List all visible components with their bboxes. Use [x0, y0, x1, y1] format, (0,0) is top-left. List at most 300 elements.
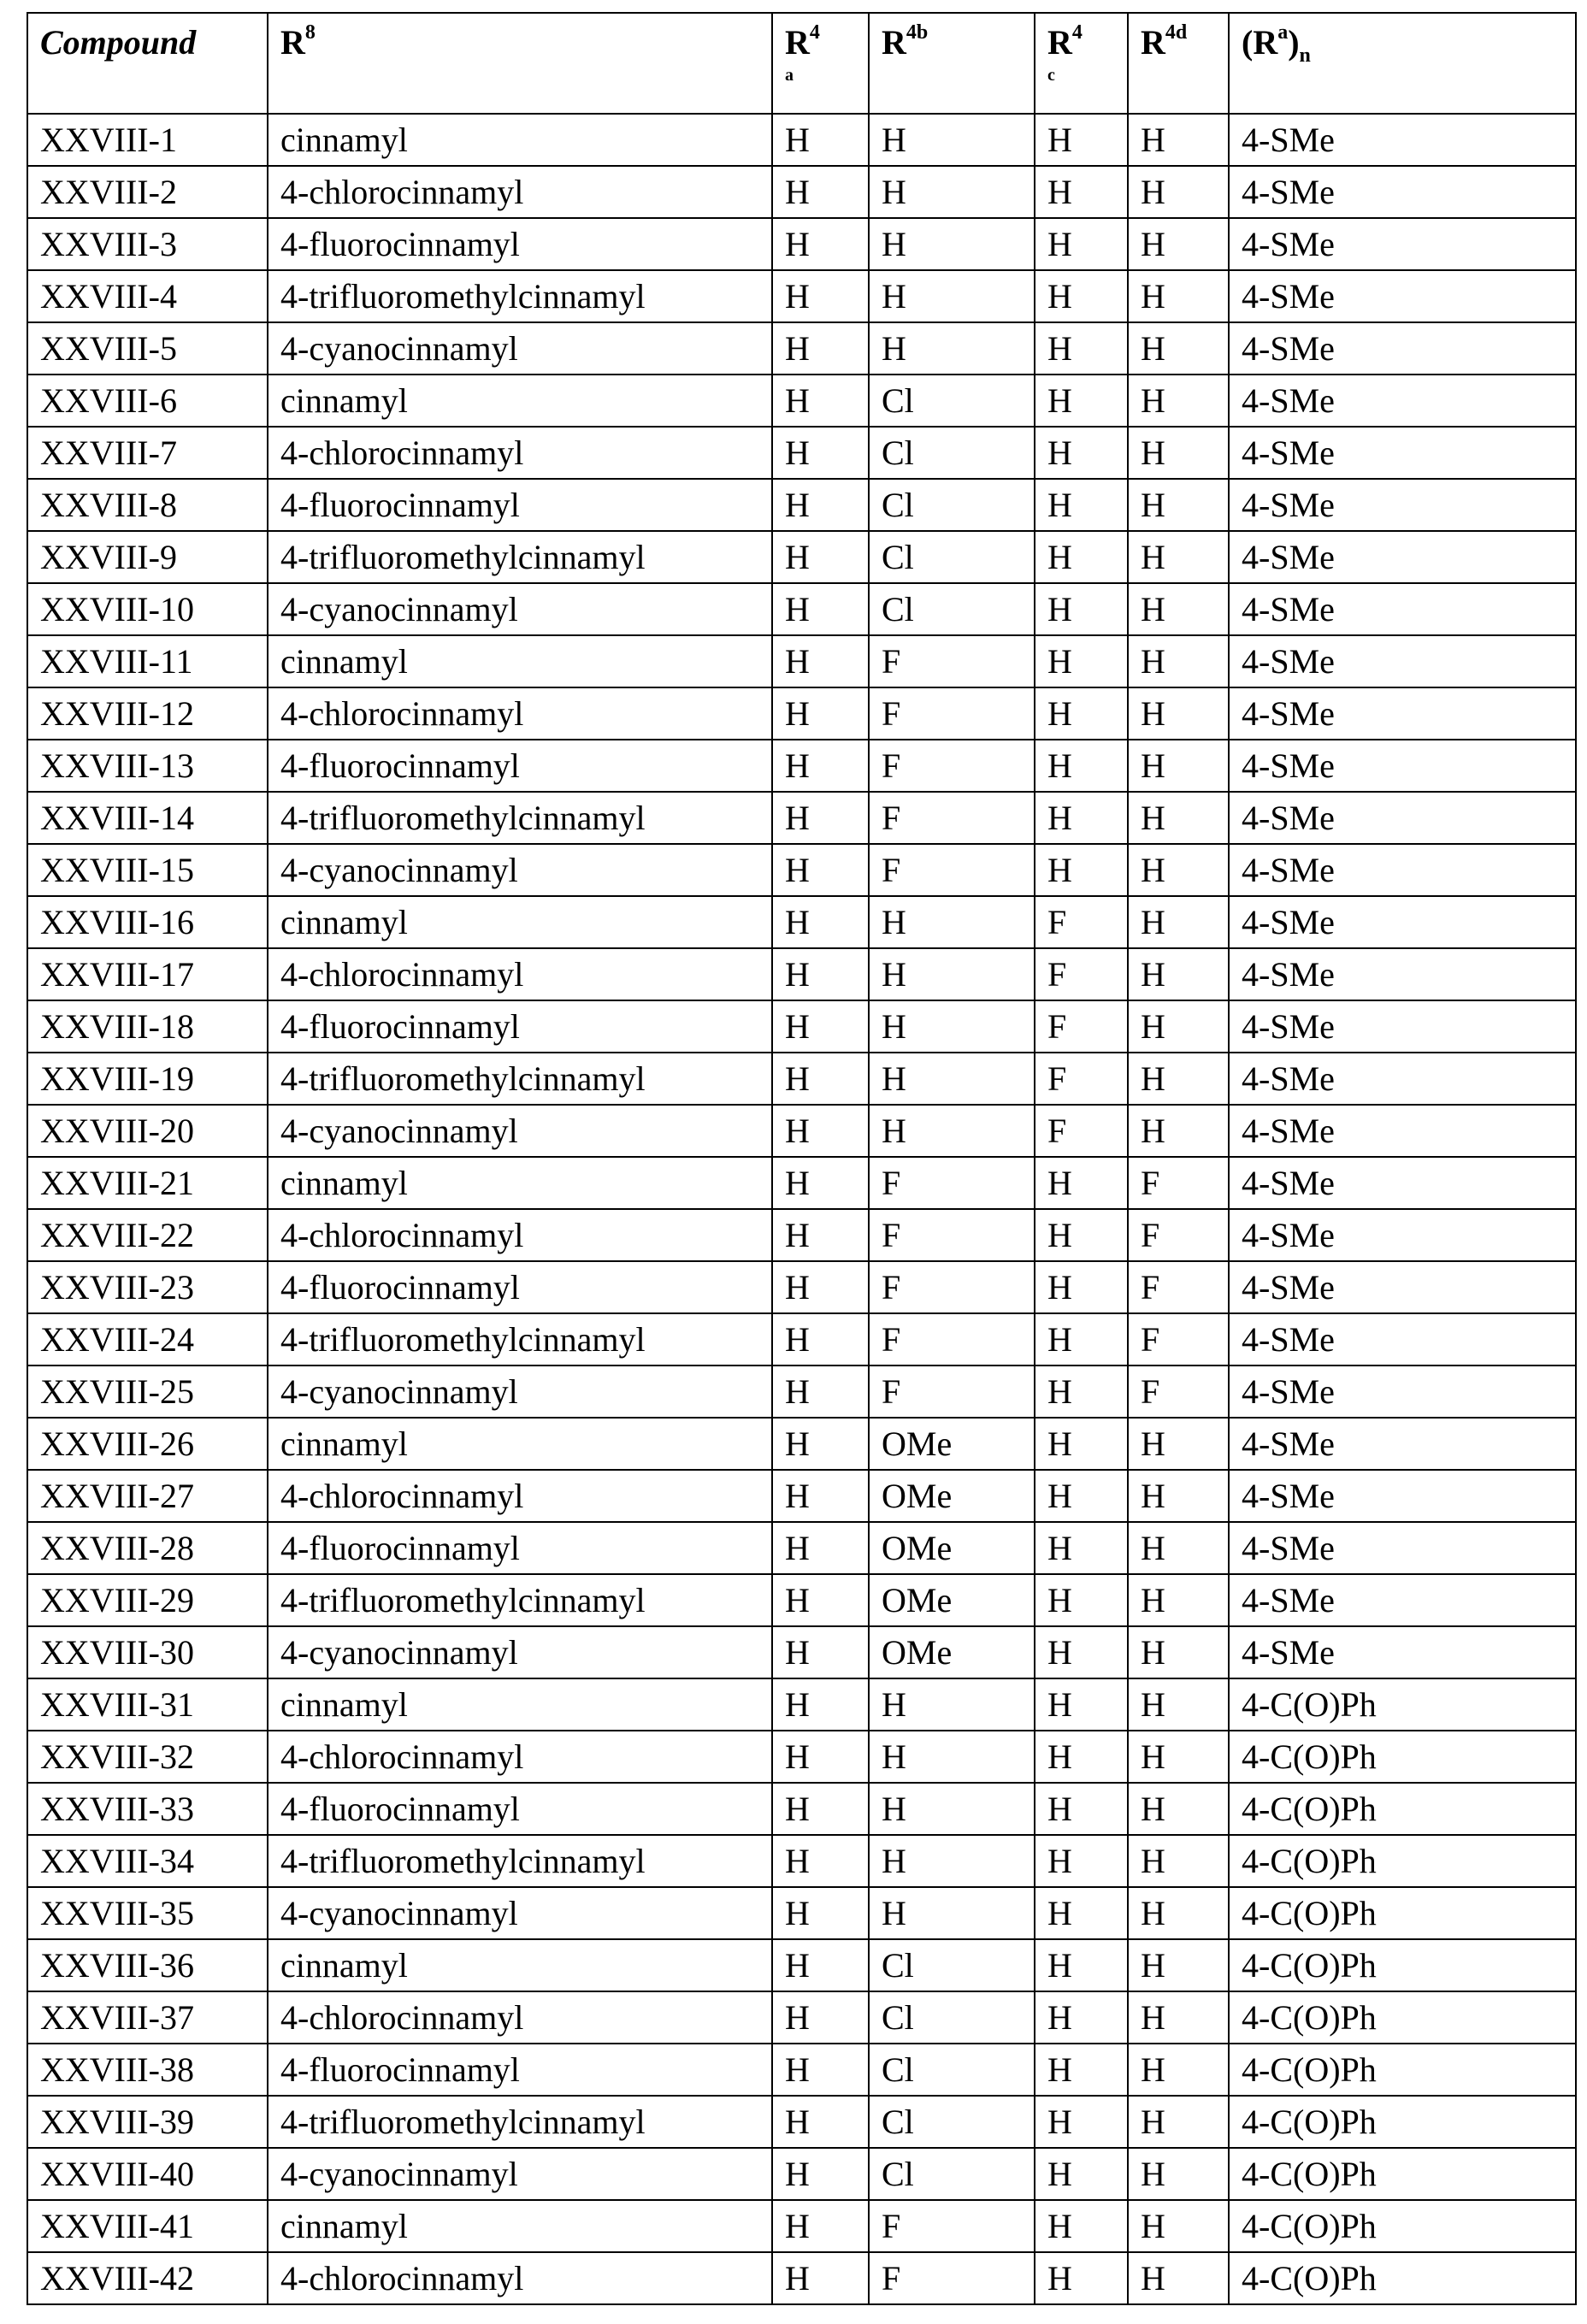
cell-r4d: H: [1128, 1731, 1229, 1783]
cell-r4c: H: [1035, 1991, 1128, 2044]
r4c-sub: c: [1047, 67, 1127, 84]
cell-ran: 4-SMe: [1229, 531, 1576, 583]
cell-r4a: H: [772, 270, 869, 322]
cell-r4c: H: [1035, 531, 1128, 583]
cell-r4d: H: [1128, 896, 1229, 948]
table-row: [27, 583, 1576, 635]
cell-r4a: H: [772, 740, 869, 792]
cell-r4d: H: [1128, 740, 1229, 792]
cell-r4b: H: [869, 322, 1035, 375]
cell-r8: 4-chlorocinnamyl: [268, 1991, 772, 2044]
cell-compound: XXVIII-23: [27, 1261, 268, 1313]
cell-r4d: H: [1128, 2096, 1229, 2148]
cell-r4a: H: [772, 1313, 869, 1365]
table-row: [27, 1365, 1576, 1418]
cell-compound: XXVIII-6: [27, 375, 268, 427]
cell-compound: XXVIII-33: [27, 1783, 268, 1835]
cell-r4d: H: [1128, 687, 1229, 740]
cell-ran: 4-C(O)Ph: [1229, 2096, 1576, 2148]
cell-ran: 4-SMe: [1229, 948, 1576, 1000]
cell-r4a: H: [772, 114, 869, 166]
header-r8: [268, 13, 772, 114]
cell-r4c: H: [1035, 375, 1128, 427]
r4d-sup: 4d: [1165, 21, 1187, 44]
cell-r4d: H: [1128, 583, 1229, 635]
cell-r4c: H: [1035, 1261, 1128, 1313]
compound-table: [27, 12, 1577, 2305]
cell-r8: 4-chlorocinnamyl: [268, 948, 772, 1000]
cell-compound: XXVIII-38: [27, 2044, 268, 2096]
cell-compound: XXVIII-20: [27, 1105, 268, 1157]
cell-r4c: H: [1035, 2096, 1128, 2148]
cell-r4c: H: [1035, 740, 1128, 792]
cell-r4b: OMe: [869, 1470, 1035, 1522]
cell-ran: 4-SMe: [1229, 1313, 1576, 1365]
cell-ran: 4-SMe: [1229, 1261, 1576, 1313]
cell-r4a: H: [772, 1835, 869, 1887]
cell-r4a: H: [772, 635, 869, 687]
cell-r4d: H: [1128, 1678, 1229, 1731]
cell-compound: XXVIII-39: [27, 2096, 268, 2148]
cell-r8: 4-cyanocinnamyl: [268, 2148, 772, 2200]
cell-r8: 4-chlorocinnamyl: [268, 687, 772, 740]
cell-compound: XXVIII-32: [27, 1731, 268, 1783]
cell-ran: 4-SMe: [1229, 635, 1576, 687]
r4b-sup: 4b: [906, 21, 928, 44]
cell-r8: 4-fluorocinnamyl: [268, 1783, 772, 1835]
cell-compound: XXVIII-40: [27, 2148, 268, 2200]
table-row: [27, 1887, 1576, 1939]
cell-compound: XXVIII-36: [27, 1939, 268, 1991]
cell-r4d: H: [1128, 1939, 1229, 1991]
cell-r4a: H: [772, 844, 869, 896]
cell-compound: XXVIII-11: [27, 635, 268, 687]
cell-r8: 4-trifluoromethylcinnamyl: [268, 1313, 772, 1365]
header-row: [27, 13, 1576, 114]
cell-ran: 4-C(O)Ph: [1229, 2200, 1576, 2252]
cell-r4a: H: [772, 1991, 869, 2044]
cell-r4d: H: [1128, 1000, 1229, 1053]
cell-r4c: H: [1035, 1626, 1128, 1678]
table-row: [27, 1835, 1576, 1887]
cell-r4c: F: [1035, 896, 1128, 948]
header-r4b: [869, 13, 1035, 114]
cell-r4b: Cl: [869, 531, 1035, 583]
cell-ran: 4-SMe: [1229, 479, 1576, 531]
header-r4d: [1128, 13, 1229, 114]
cell-r4d: H: [1128, 1105, 1229, 1157]
cell-r4d: H: [1128, 270, 1229, 322]
cell-r4c: H: [1035, 270, 1128, 322]
cell-compound: XXVIII-37: [27, 1991, 268, 2044]
table-row: [27, 1261, 1576, 1313]
cell-r4b: Cl: [869, 1991, 1035, 2044]
cell-r4d: F: [1128, 1365, 1229, 1418]
table-row: [27, 1939, 1576, 1991]
header-r4a: [772, 13, 869, 114]
cell-r4c: H: [1035, 792, 1128, 844]
cell-r8: 4-chlorocinnamyl: [268, 2252, 772, 2304]
cell-r4d: H: [1128, 2200, 1229, 2252]
ran-open: (R: [1242, 23, 1277, 62]
cell-r8: cinnamyl: [268, 114, 772, 166]
cell-r4c: H: [1035, 1731, 1128, 1783]
table-row: [27, 531, 1576, 583]
cell-r4a: H: [772, 1053, 869, 1105]
cell-r4b: H: [869, 1678, 1035, 1731]
cell-r4c: F: [1035, 1053, 1128, 1105]
cell-r4b: F: [869, 1261, 1035, 1313]
cell-r4c: H: [1035, 1783, 1128, 1835]
cell-r8: 4-cyanocinnamyl: [268, 322, 772, 375]
header-r4c: [1035, 13, 1128, 114]
r4a-base: R: [785, 23, 810, 62]
r4c-base: R: [1047, 23, 1072, 62]
cell-ran: 4-SMe: [1229, 427, 1576, 479]
cell-ran: 4-C(O)Ph: [1229, 2252, 1576, 2304]
cell-r4b: F: [869, 687, 1035, 740]
header-compound: Compound: [27, 13, 268, 114]
cell-ran: 4-SMe: [1229, 896, 1576, 948]
cell-compound: XXVIII-22: [27, 1209, 268, 1261]
cell-r4c: H: [1035, 479, 1128, 531]
cell-r4b: H: [869, 1835, 1035, 1887]
table-row: [27, 1157, 1576, 1209]
cell-r4c: H: [1035, 635, 1128, 687]
cell-r4d: H: [1128, 635, 1229, 687]
cell-ran: 4-SMe: [1229, 375, 1576, 427]
cell-r4a: H: [772, 1574, 869, 1626]
cell-r4a: H: [772, 1678, 869, 1731]
cell-r8: 4-chlorocinnamyl: [268, 427, 772, 479]
cell-r4a: H: [772, 479, 869, 531]
cell-r8: 4-fluorocinnamyl: [268, 218, 772, 270]
cell-r4a: H: [772, 1105, 869, 1157]
cell-ran: 4-C(O)Ph: [1229, 1731, 1576, 1783]
cell-r8: 4-chlorocinnamyl: [268, 1209, 772, 1261]
ran-sub: n: [1300, 44, 1311, 67]
cell-r4a: H: [772, 583, 869, 635]
r8-sup: 8: [305, 21, 316, 44]
cell-compound: XXVIII-16: [27, 896, 268, 948]
cell-ran: 4-C(O)Ph: [1229, 1835, 1576, 1887]
cell-r4b: H: [869, 1000, 1035, 1053]
cell-r4b: Cl: [869, 2148, 1035, 2200]
cell-r8: 4-cyanocinnamyl: [268, 1626, 772, 1678]
cell-r4d: H: [1128, 1574, 1229, 1626]
r4d-base: R: [1141, 23, 1165, 62]
table-row: [27, 2200, 1576, 2252]
table-row: [27, 270, 1576, 322]
cell-ran: 4-SMe: [1229, 114, 1576, 166]
cell-r8: 4-fluorocinnamyl: [268, 1522, 772, 1574]
cell-r4b: F: [869, 844, 1035, 896]
cell-ran: 4-SMe: [1229, 740, 1576, 792]
cell-r8: 4-cyanocinnamyl: [268, 1887, 772, 1939]
cell-r4d: H: [1128, 1783, 1229, 1835]
cell-r4c: H: [1035, 1522, 1128, 1574]
cell-r8: cinnamyl: [268, 2200, 772, 2252]
cell-ran: 4-SMe: [1229, 218, 1576, 270]
table-row: [27, 1053, 1576, 1105]
cell-ran: 4-C(O)Ph: [1229, 2148, 1576, 2200]
cell-r4b: F: [869, 792, 1035, 844]
cell-ran: 4-SMe: [1229, 1053, 1576, 1105]
cell-r4b: OMe: [869, 1522, 1035, 1574]
cell-r8: 4-cyanocinnamyl: [268, 844, 772, 896]
cell-r8: 4-fluorocinnamyl: [268, 2044, 772, 2096]
cell-r4a: H: [772, 1626, 869, 1678]
cell-r4a: H: [772, 1887, 869, 1939]
r4a-sub: a: [785, 67, 868, 84]
table-row: [27, 1522, 1576, 1574]
cell-r4b: F: [869, 1365, 1035, 1418]
cell-r8: 4-fluorocinnamyl: [268, 1261, 772, 1313]
cell-r4c: F: [1035, 1105, 1128, 1157]
table-row: [27, 1783, 1576, 1835]
cell-compound: XXVIII-2: [27, 166, 268, 218]
cell-compound: XXVIII-7: [27, 427, 268, 479]
cell-compound: XXVIII-21: [27, 1157, 268, 1209]
cell-ran: 4-SMe: [1229, 1626, 1576, 1678]
table-row: [27, 948, 1576, 1000]
cell-r8: 4-trifluoromethylcinnamyl: [268, 1053, 772, 1105]
cell-r4d: F: [1128, 1209, 1229, 1261]
cell-compound: XXVIII-19: [27, 1053, 268, 1105]
cell-compound: XXVIII-9: [27, 531, 268, 583]
cell-r4d: H: [1128, 844, 1229, 896]
cell-ran: 4-SMe: [1229, 270, 1576, 322]
cell-r4d: H: [1128, 2148, 1229, 2200]
cell-ran: 4-SMe: [1229, 1365, 1576, 1418]
cell-r8: 4-trifluoromethylcinnamyl: [268, 1835, 772, 1887]
cell-r4d: H: [1128, 218, 1229, 270]
cell-compound: XXVIII-5: [27, 322, 268, 375]
cell-r4b: Cl: [869, 1939, 1035, 1991]
cell-r4a: H: [772, 1261, 869, 1313]
cell-r4a: H: [772, 2096, 869, 2148]
cell-ran: 4-C(O)Ph: [1229, 1887, 1576, 1939]
cell-r4b: H: [869, 896, 1035, 948]
table-row: [27, 844, 1576, 896]
cell-r4b: OMe: [869, 1574, 1035, 1626]
table-row: [27, 896, 1576, 948]
cell-r4b: Cl: [869, 427, 1035, 479]
r8-base: R: [280, 23, 305, 62]
cell-compound: XXVIII-41: [27, 2200, 268, 2252]
cell-r8: cinnamyl: [268, 1939, 772, 1991]
cell-r4d: H: [1128, 792, 1229, 844]
cell-compound: XXVIII-10: [27, 583, 268, 635]
cell-ran: 4-C(O)Ph: [1229, 1939, 1576, 1991]
table-row: [27, 792, 1576, 844]
cell-r4d: H: [1128, 114, 1229, 166]
table-row: [27, 687, 1576, 740]
table-row: [27, 218, 1576, 270]
table-row: [27, 1418, 1576, 1470]
cell-r4d: H: [1128, 2044, 1229, 2096]
cell-r8: cinnamyl: [268, 635, 772, 687]
cell-r8: 4-trifluoromethylcinnamyl: [268, 270, 772, 322]
cell-r8: 4-trifluoromethylcinnamyl: [268, 2096, 772, 2148]
cell-r4c: H: [1035, 1313, 1128, 1365]
table-row: [27, 1991, 1576, 2044]
cell-r4b: F: [869, 635, 1035, 687]
table-row: [27, 114, 1576, 166]
cell-r4b: H: [869, 1783, 1035, 1835]
cell-compound: XXVIII-29: [27, 1574, 268, 1626]
cell-r4d: H: [1128, 1470, 1229, 1522]
cell-r8: cinnamyl: [268, 1157, 772, 1209]
cell-r4a: H: [772, 1731, 869, 1783]
cell-r4d: H: [1128, 1053, 1229, 1105]
cell-compound: XXVIII-28: [27, 1522, 268, 1574]
table-row: [27, 1000, 1576, 1053]
cell-r4d: F: [1128, 1261, 1229, 1313]
cell-r4c: H: [1035, 2252, 1128, 2304]
cell-r8: cinnamyl: [268, 375, 772, 427]
cell-compound: XXVIII-24: [27, 1313, 268, 1365]
cell-r4d: H: [1128, 1522, 1229, 1574]
cell-r4c: H: [1035, 1678, 1128, 1731]
cell-compound: XXVIII-8: [27, 479, 268, 531]
cell-ran: 4-SMe: [1229, 1522, 1576, 1574]
table-row: [27, 1626, 1576, 1678]
cell-ran: 4-SMe: [1229, 322, 1576, 375]
cell-r4b: OMe: [869, 1418, 1035, 1470]
cell-r4b: Cl: [869, 375, 1035, 427]
table-row: [27, 1678, 1576, 1731]
cell-compound: XXVIII-15: [27, 844, 268, 896]
cell-r4d: H: [1128, 1887, 1229, 1939]
cell-r4c: F: [1035, 1000, 1128, 1053]
cell-r4b: F: [869, 1157, 1035, 1209]
cell-ran: 4-SMe: [1229, 166, 1576, 218]
table-row: [27, 2148, 1576, 2200]
cell-r4a: H: [772, 948, 869, 1000]
cell-r4b: H: [869, 114, 1035, 166]
cell-ran: 4-SMe: [1229, 792, 1576, 844]
cell-r4a: H: [772, 896, 869, 948]
cell-r8: 4-chlorocinnamyl: [268, 1731, 772, 1783]
table-row: [27, 322, 1576, 375]
cell-r4b: F: [869, 1313, 1035, 1365]
cell-r4b: F: [869, 2252, 1035, 2304]
cell-r8: cinnamyl: [268, 1678, 772, 1731]
cell-compound: XXVIII-25: [27, 1365, 268, 1418]
cell-r4b: F: [869, 2200, 1035, 2252]
cell-compound: XXVIII-35: [27, 1887, 268, 1939]
cell-r4d: H: [1128, 479, 1229, 531]
table-row: [27, 2044, 1576, 2096]
cell-r4b: H: [869, 1105, 1035, 1157]
cell-r4a: H: [772, 2044, 869, 2096]
cell-compound: XXVIII-13: [27, 740, 268, 792]
cell-r4b: OMe: [869, 1626, 1035, 1678]
cell-ran: 4-C(O)Ph: [1229, 1678, 1576, 1731]
cell-r4d: H: [1128, 427, 1229, 479]
cell-compound: XXVIII-17: [27, 948, 268, 1000]
table-row: [27, 479, 1576, 531]
cell-r4b: Cl: [869, 2096, 1035, 2148]
cell-compound: XXVIII-31: [27, 1678, 268, 1731]
cell-r8: 4-chlorocinnamyl: [268, 1470, 772, 1522]
cell-ran: 4-SMe: [1229, 1470, 1576, 1522]
cell-r4c: H: [1035, 2200, 1128, 2252]
cell-r4d: H: [1128, 166, 1229, 218]
cell-r4a: H: [772, 1783, 869, 1835]
table-row: [27, 2096, 1576, 2148]
cell-r8: cinnamyl: [268, 1418, 772, 1470]
cell-r4c: H: [1035, 1887, 1128, 1939]
ran-sup: a: [1277, 21, 1288, 44]
cell-ran: 4-SMe: [1229, 844, 1576, 896]
cell-r4b: H: [869, 1053, 1035, 1105]
cell-r8: 4-trifluoromethylcinnamyl: [268, 792, 772, 844]
cell-r4c: H: [1035, 114, 1128, 166]
cell-ran: 4-SMe: [1229, 1574, 1576, 1626]
cell-ran: 4-SMe: [1229, 1209, 1576, 1261]
header-ran: [1229, 13, 1576, 114]
cell-r4c: H: [1035, 218, 1128, 270]
cell-r4a: H: [772, 1470, 869, 1522]
cell-r4a: H: [772, 1365, 869, 1418]
cell-r4c: H: [1035, 1418, 1128, 1470]
table-body: [27, 114, 1576, 2304]
cell-r8: 4-trifluoromethylcinnamyl: [268, 1574, 772, 1626]
cell-r4a: H: [772, 218, 869, 270]
table-row: [27, 635, 1576, 687]
cell-r4b: H: [869, 1731, 1035, 1783]
table-row: [27, 166, 1576, 218]
cell-r8: 4-cyanocinnamyl: [268, 583, 772, 635]
cell-r4d: H: [1128, 375, 1229, 427]
cell-r4d: F: [1128, 1313, 1229, 1365]
cell-r4c: H: [1035, 583, 1128, 635]
cell-r4c: H: [1035, 1574, 1128, 1626]
cell-r4d: H: [1128, 322, 1229, 375]
cell-r4b: Cl: [869, 479, 1035, 531]
cell-r4a: H: [772, 2252, 869, 2304]
table-row: [27, 1105, 1576, 1157]
cell-ran: 4-C(O)Ph: [1229, 1991, 1576, 2044]
cell-r4a: H: [772, 687, 869, 740]
table-row: [27, 1209, 1576, 1261]
cell-r4a: H: [772, 375, 869, 427]
cell-r4d: H: [1128, 1835, 1229, 1887]
cell-r4b: F: [869, 740, 1035, 792]
r4c-sup: 4: [1072, 21, 1083, 44]
cell-compound: XXVIII-30: [27, 1626, 268, 1678]
cell-r4b: H: [869, 270, 1035, 322]
cell-r4c: H: [1035, 427, 1128, 479]
cell-r4d: F: [1128, 1157, 1229, 1209]
cell-ran: 4-SMe: [1229, 1157, 1576, 1209]
cell-r4c: H: [1035, 1157, 1128, 1209]
cell-ran: 4-C(O)Ph: [1229, 1783, 1576, 1835]
cell-r4a: H: [772, 322, 869, 375]
table-row: [27, 1470, 1576, 1522]
cell-r4b: H: [869, 166, 1035, 218]
cell-r4d: H: [1128, 2252, 1229, 2304]
cell-r4d: H: [1128, 1991, 1229, 2044]
cell-r4a: H: [772, 1000, 869, 1053]
cell-compound: XXVIII-14: [27, 792, 268, 844]
cell-r8: 4-cyanocinnamyl: [268, 1105, 772, 1157]
table-row: [27, 1574, 1576, 1626]
cell-compound: XXVIII-42: [27, 2252, 268, 2304]
table-row: [27, 375, 1576, 427]
